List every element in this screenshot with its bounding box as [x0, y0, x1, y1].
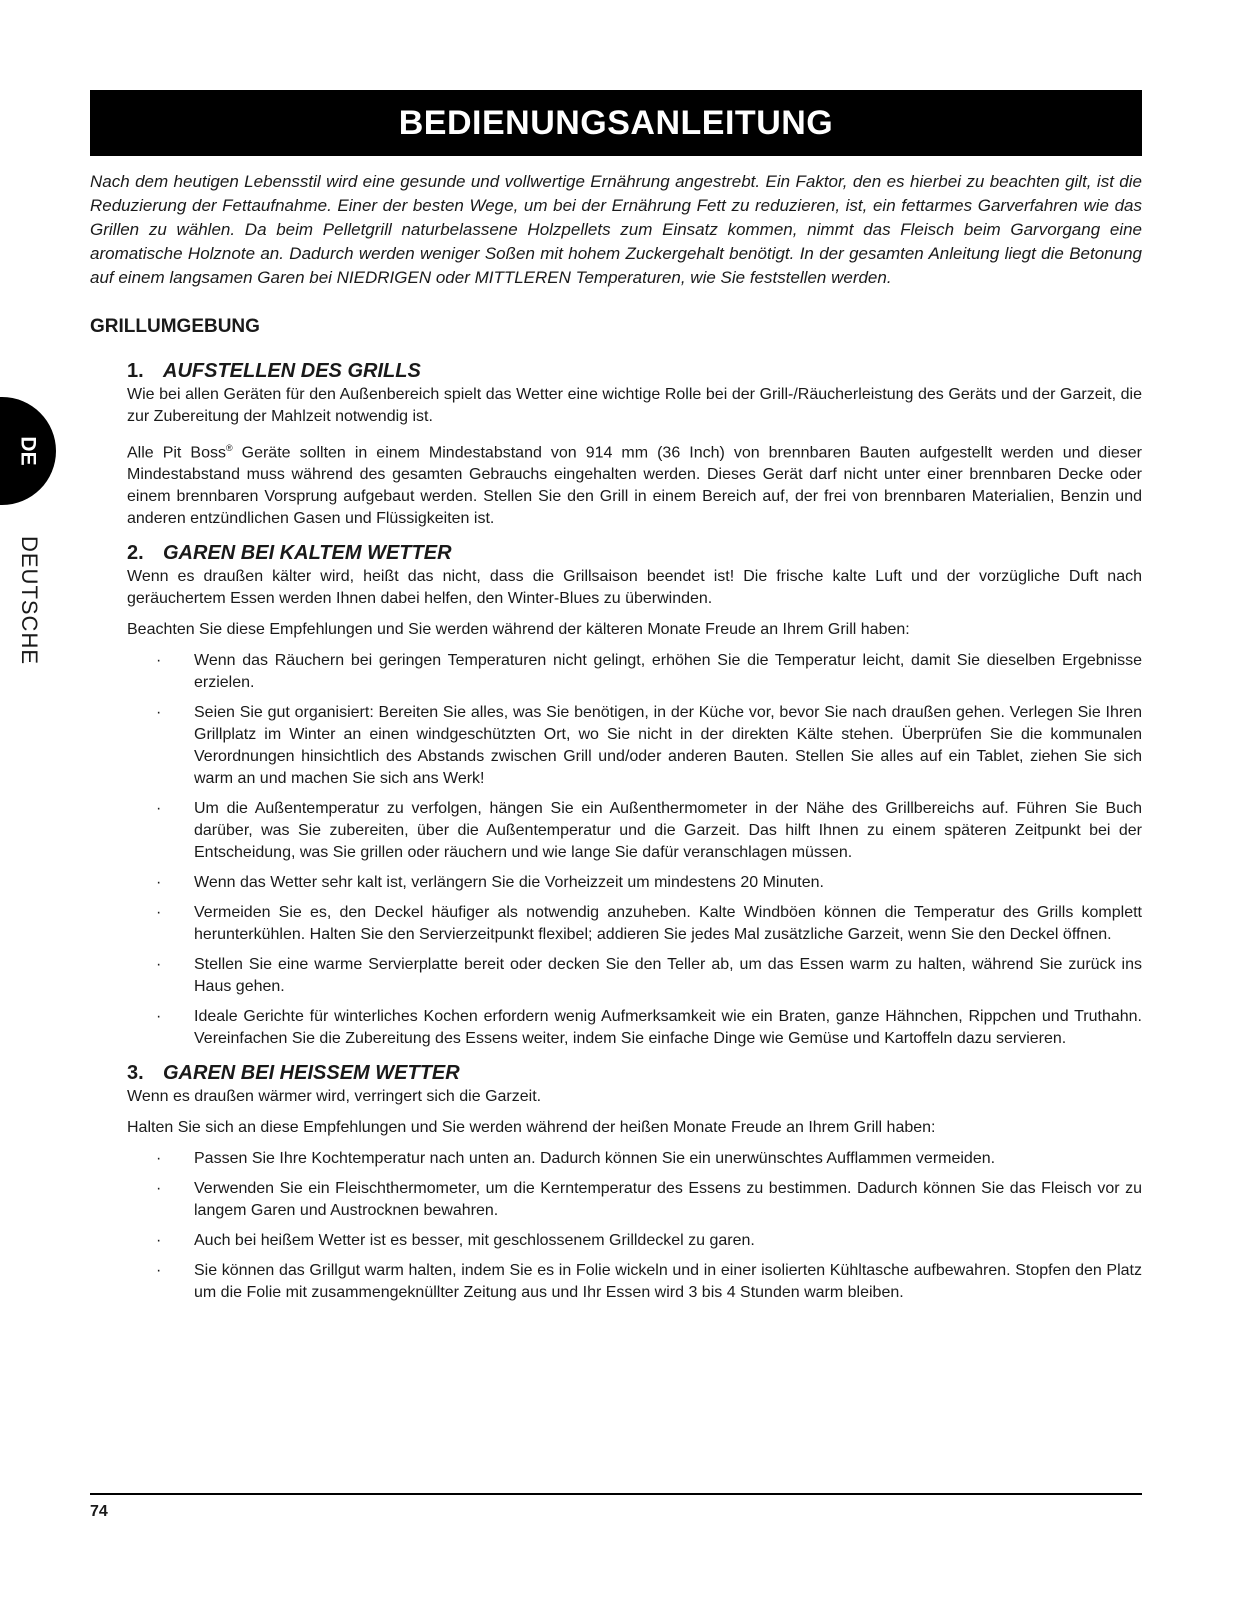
bullet-dot: ·: [156, 874, 162, 892]
language-side-label: [4, 536, 54, 666]
bullet-dot: ·: [156, 1008, 162, 1026]
paragraph: Wie bei allen Geräten für den Außenbereich spielt das Wetter eine wichtige Rolle bei der Grill-/Räucherleistung des Geräts und der Garzeit, die zur Zubereitung der Mahlzeit notwendig ist.: [127, 386, 1142, 425]
subheading-text: GAREN BEI HEISSEM WETTER: [163, 1062, 460, 1085]
bullet-dot: ·: [156, 1232, 162, 1250]
list-item: [127, 798, 1142, 864]
paragraph-text: Geräte sollten in einem Mindestabstand von 914 mm (36 Inch) von brennbaren Bauten aufgestellt werden und dieser Mindestabstand muss während des gesamten Gebrauchs eingehalten werden. Dieses Gerät darf nicht unter einer brennbaren Decke oder einem brennbaren Vorsprung aufgebaut werden. Stellen Sie den Grill in einem Bereich auf, der frei von brennbaren Materialien, Benzin und anderen entzündlichen Gasen und Flüssigkeiten ist.: [127, 444, 1143, 528]
list-item: [127, 1178, 1142, 1222]
bullet-dot: ·: [156, 904, 162, 922]
page-title-bar: [90, 90, 1142, 156]
page-number: 74: [90, 1503, 108, 1520]
list-item-text: Seien Sie gut organisiert: Bereiten Sie alles, was Sie benötigen, in der Küche vor, bevor Sie nach draußen gehen. Verlegen Sie Ihren Grillplatz im Winter an einen windgeschützten Ort, wo Sie nicht in der direkten Kälte stehen. Überprüfen Sie die kommunalen Verordnungen hinsichtlich des Abstands zwischen Grill und/oder anderen Bauten. Stellen Sie alles auf ein Tablet, ziehen Sie sich warm an und machen Sie sich ans Werk!: [194, 704, 1142, 788]
language-name: DEUTSCHE: [17, 536, 42, 666]
list-item: [127, 650, 1142, 694]
intro-paragraph: Nach dem heutigen Lebensstil wird eine gesunde und vollwertige Ernährung angestrebt. Ein Faktor, den es hierbei zu beachten gilt, ist die Reduzierung der Fettaufnahme. Einer der besten Wege, um bei der Ernährung Fett zu reduzieren, ist, ein fettarmes Garverfahren wie das Grillen zu wählen. Da beim Pelletgrill naturbelassene Holzpellets zum Einsatz kommen, nimmt das Fleisch beim Garvorgang eine aromatische Holznote an. Dadurch werden weniger Soßen mit hohem Zuckergehalt benötigt. In der gesamten Anleitung liegt die Betonung auf einem langsamen Garen bei NIEDRIGEN oder MITTLEREN Temperaturen, wie Sie feststellen werden.: [90, 172, 1142, 287]
list-item-text: Stellen Sie eine warme Servierplatte bereit oder decken Sie den Teller ab, um das Essen warm zu halten, während Sie zurück ins Haus gehen.: [194, 956, 1142, 996]
paragraph-text: Alle Pit Boss: [127, 444, 226, 462]
bullet-dot: ·: [156, 1262, 162, 1280]
registered-mark: ®: [225, 443, 233, 453]
paragraph: Wenn es draußen kälter wird, heißt das nicht, dass die Grillsaison beendet ist! Die frische kalte Luft und der vorzügliche Duft nach geräuchertem Essen werden Ihnen dabei helfen, den Winter-Blues zu überwinden.: [127, 568, 1142, 608]
subheading-number: 3.: [127, 1062, 144, 1085]
paragraph: [127, 437, 1142, 530]
subheading-3: [127, 1060, 1142, 1086]
list-item-text: Sie können das Grillgut warm halten, indem Sie es in Folie wickeln und in einer isolierten Kühltasche aufbewahren. Stopfen den Platz um die Folie mit zusammengeknüllter Zeitung aus und Ihr Essen wird 3 bis 4 Stunden warm bleiben.: [194, 1262, 1142, 1302]
bullet-dot: ·: [156, 704, 162, 722]
list-item-text: Wenn das Räuchern bei geringen Temperaturen nicht gelingt, erhöhen Sie die Temperatur leicht, damit Sie dieselben Ergebnisse erzielen.: [194, 652, 1142, 692]
list-item-text: Vermeiden Sie es, den Deckel häufiger als notwendig anzuheben. Kalte Windböen können die Temperatur des Grills komplett herunterkühlen. Halten Sie den Servierzeitpunkt flexibel; addieren Sie jedes Mal zusätzliche Garzeit, wenn Sie den Deckel öffnen.: [194, 904, 1142, 944]
list-item: [127, 872, 1142, 894]
subheading-text: AUFSTELLEN DES GRILLS: [163, 360, 421, 382]
section-heading: GRILLUMGEBUNG: [90, 316, 260, 337]
content: [127, 358, 1142, 1312]
list-item: [127, 1006, 1142, 1050]
list-item-text: Wenn das Wetter sehr kalt ist, verlängern Sie die Vorheizzeit um mindestens 20 Minuten.: [194, 874, 824, 892]
section-2: [127, 540, 1142, 1050]
paragraph: Beachten Sie diese Empfehlungen und Sie werden während der kälteren Monate Freude an Ihrem Grill haben:: [127, 621, 910, 639]
language-tab-label: DE: [17, 436, 40, 466]
list-item: [127, 902, 1142, 946]
list-item: [127, 954, 1142, 998]
list-item: [127, 1148, 1142, 1170]
list-item-text: Auch bei heißem Wetter ist es besser, mit geschlossenem Grilldeckel zu garen.: [194, 1232, 755, 1250]
list-item-text: Um die Außentemperatur zu verfolgen, hängen Sie ein Außenthermometer in der Nähe des Grillbereichs auf. Führen Sie Buch darüber, was Sie zubereiten, über die Außentemperatur und die Garzeit. Das hilft Ihnen zu einem späteren Zeitpunkt bei der Entscheidung, was Sie grillen oder räuchern und wie lange Sie dafür veranschlagen müssen.: [194, 800, 1142, 862]
footer-divider: [90, 1493, 1142, 1495]
bullet-dot: ·: [156, 800, 162, 818]
bullet-list: [127, 1148, 1142, 1304]
list-item: [127, 1230, 1142, 1252]
bullet-list: [127, 650, 1142, 1050]
list-item: [127, 702, 1142, 790]
bullet-dot: ·: [156, 652, 162, 670]
subheading-2: [127, 540, 1142, 566]
list-item-text: Passen Sie Ihre Kochtemperatur nach unten an. Dadurch können Sie ein unerwünschtes Aufflammen vermeiden.: [194, 1150, 996, 1168]
bullet-dot: ·: [156, 956, 162, 974]
subheading-1: [127, 358, 1142, 384]
page-title: BEDIENUNGSANLEITUNG: [398, 103, 834, 142]
bullet-dot: ·: [156, 1150, 162, 1168]
list-item-text: Ideale Gerichte für winterliches Kochen erfordern wenig Aufmerksamkeit wie ein Braten, ganze Hähnchen, Rippchen und Truthahn. Vereinfachen Sie die Zubereitung des Essens weiter, indem Sie einfache Dinge wie Gemüse und Kartoffeln dazu servieren.: [194, 1008, 1142, 1048]
section-1: [127, 358, 1142, 530]
paragraph: Halten Sie sich an diese Empfehlungen und Sie werden während der heißen Monate Freude an Ihrem Grill haben:: [127, 1119, 936, 1137]
bullet-dot: ·: [156, 1180, 162, 1198]
subheading-text: GAREN BEI KALTEM WETTER: [163, 542, 452, 565]
language-tab: [0, 397, 56, 505]
subheading-number: 1.: [127, 360, 144, 382]
subheading-number: 2.: [127, 542, 144, 565]
section-3: [127, 1060, 1142, 1304]
list-item-text: Verwenden Sie ein Fleischthermometer, um die Kerntemperatur des Essens zu bestimmen. Dadurch können Sie das Fleisch vor zu langem Garen und Austrocknen bewahren.: [194, 1180, 1142, 1220]
paragraph: Wenn es draußen wärmer wird, verringert sich die Garzeit.: [127, 1088, 542, 1106]
list-item: [127, 1260, 1142, 1304]
